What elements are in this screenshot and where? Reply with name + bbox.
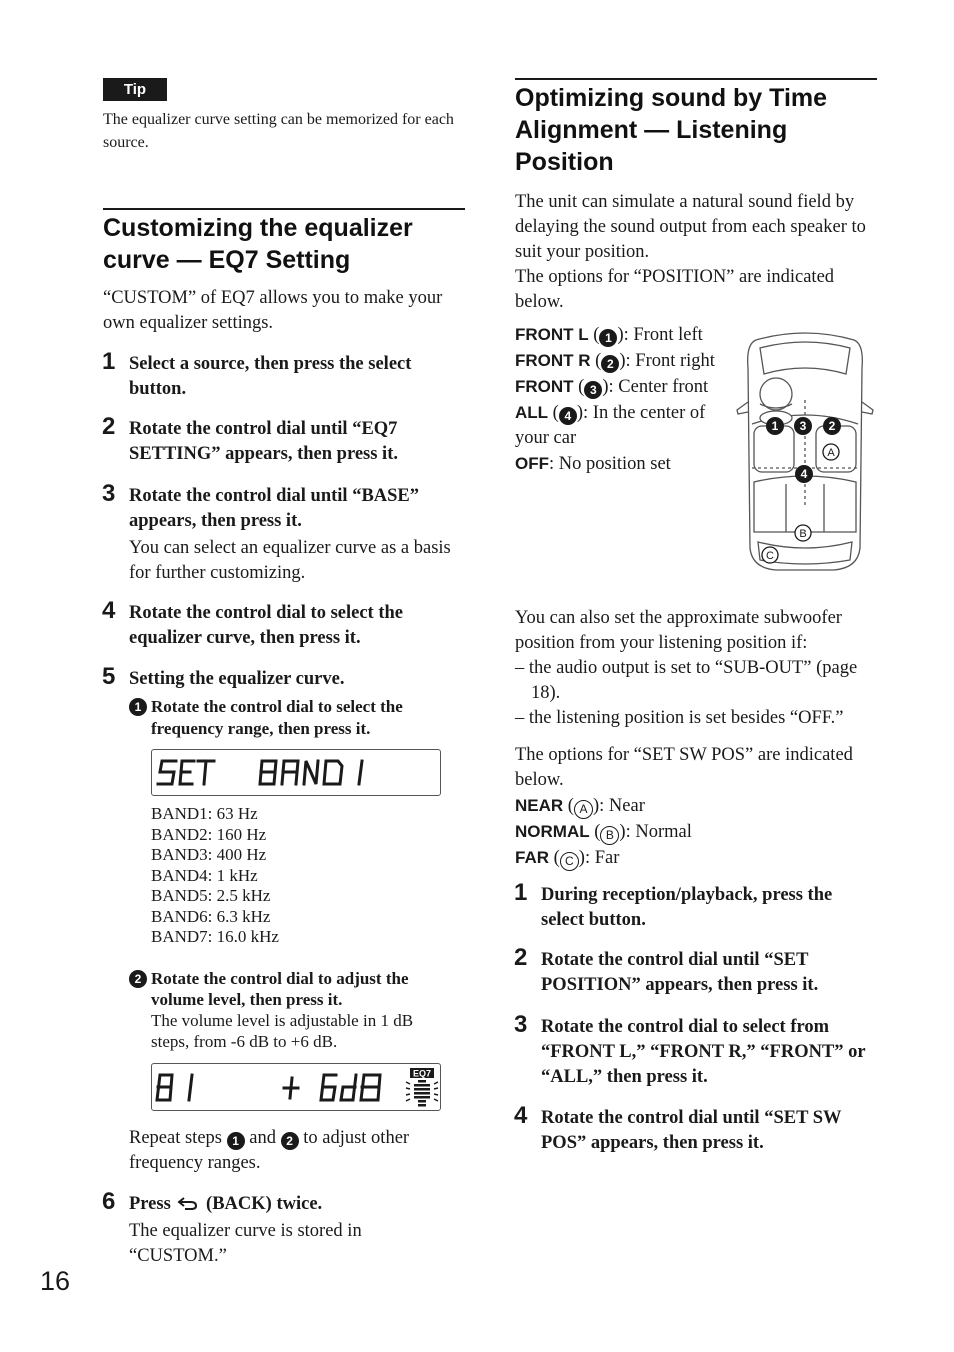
sw-intro: The options for “SET SW POS” are indicated below. [515,745,853,790]
band-item: BAND7: 16.0 kHz [151,927,279,946]
ta-step-4 [514,1102,877,1156]
option-front-l: FRONT L ( 1 ): Front left [515,325,703,345]
step-number: 5 [102,663,116,690]
step-number: 4 [102,597,116,624]
step-number: 1 [514,879,528,906]
diagram-marker-1: 1 [771,419,779,433]
marker: A [574,800,593,819]
substep-text: Rotate the control dial to select the frequency range, then press it. [151,697,403,738]
eq7-step-6 [102,1188,459,1269]
option-far: FAR ( C ): Far [515,845,877,871]
marker: C [560,852,579,871]
diagram-marker-b: B [799,528,807,540]
position-options [515,322,741,477]
step-text: Rotate the control dial until “SET POSITION” appears, then press it. [541,950,819,995]
step-number: 2 [514,944,528,971]
intro-paragraph: The options for “POSITION” are indicated below. [515,267,835,312]
section-rule [103,208,465,210]
diagram-marker-2: 2 [828,419,836,433]
step-marker-1: 1 [129,698,147,716]
step-number: 1 [102,348,116,375]
step-number: 6 [102,1188,116,1215]
step-number: 3 [514,1011,528,1038]
substep-2 [129,968,449,1052]
time-alignment-intro [515,190,877,315]
ta-step-2 [514,944,877,998]
eq7-intro: “CUSTOM” of EQ7 allows you to make your own equalizer settings. [103,288,443,333]
eq7-step-1 [102,348,465,402]
marker: 4 [559,407,577,425]
substep-text: Rotate the control dial to adjust the volume level, then press it. [151,969,409,1009]
condition-item: – the audio output is set to “SUB-OUT” (page 18). [515,658,858,703]
car-position-diagram [734,328,876,573]
repeat-pre: Repeat steps [129,1128,222,1148]
eq7-step-5 [102,663,465,692]
diagram-marker-3: 3 [799,419,807,433]
step-text: Press [129,1194,171,1214]
band-item: BAND1: 63 Hz [151,804,258,823]
band-item: BAND4: 1 kHz [151,865,258,885]
option-front: FRONT ( 3 ): Center front [515,377,709,397]
lcd-display-set-band [151,749,441,796]
band-item: BAND5: 2.5 kHz [151,886,271,905]
step-text: Rotate the control dial until “BASE” appears, then press it. [129,486,420,531]
step-text: Rotate the control dial until “EQ7 SETTING” appears, then press it. [129,419,398,464]
time-alignment-heading: Optimizing sound by Time Alignment — Listening Position [515,84,828,176]
eq7-step-3 [102,480,459,586]
step-note: The equalizer curve is stored in “CUSTOM.” [129,1221,362,1266]
step-marker-1: 1 [227,1132,245,1150]
ta-step-1 [514,879,877,933]
step-text: Rotate the control dial until “SET SW POS” appears, then press it. [541,1108,842,1153]
substep-1 [129,696,449,740]
option-front-r: FRONT R ( 2 ): Front right [515,351,715,371]
sw-options [515,743,877,871]
option-all: ALL ( 4 ): In the center of your car [515,403,706,448]
ta-step-3 [514,1011,877,1090]
step-text: Rotate the control dial to select from “FRONT L,” “FRONT R,” “FRONT” or “ALL,” then press it. [541,1017,866,1087]
sub-intro-text: You can also set the approximate subwoofer position from your listening position if: [515,608,842,653]
step-marker-2: 2 [129,970,147,988]
step-text: Rotate the control dial to select the equalizer curve, then press it. [129,603,404,648]
step-text: Setting the equalizer curve. [129,669,345,689]
step-text: (BACK) twice. [206,1194,323,1214]
option-near: NEAR ( A ): Near [515,793,877,819]
eq7-heading: Customizing the equalizer curve — EQ7 Setting [103,214,413,274]
step-number: 2 [102,413,116,440]
step-number: 4 [514,1102,528,1129]
step-note: You can select an equalizer curve as a basis for further customizing. [129,538,451,583]
marker: B [600,826,619,845]
lcd-segment-image [152,750,440,795]
condition-item: – the listening position is set besides “OFF.” [515,708,844,728]
band-item: BAND2: 160 Hz [151,824,267,844]
eq7-step-4 [102,597,465,651]
page-number: 16 [40,1266,71,1296]
diagram-marker-a: A [827,447,835,459]
option-normal: NORMAL ( B ): Normal [515,819,877,845]
lcd-display-band-level [151,1063,441,1111]
lcd-segment-image [152,1064,440,1110]
repeat-and: and [249,1128,276,1148]
back-icon [177,1196,199,1210]
option-off: OFF: No position set [515,454,671,474]
substep-note: The volume level is adjustable in 1 dB steps, from -6 dB to +6 dB. [151,1011,414,1051]
marker: 1 [599,329,617,347]
section-rule [515,78,877,80]
step-marker-2: 2 [281,1132,299,1150]
step-number: 3 [102,480,116,507]
repeat-post: to adjust other frequency ranges. [129,1128,410,1173]
marker: 2 [601,355,619,373]
subwoofer-intro [515,606,877,731]
band-item: BAND6: 6.3 kHz [151,906,271,926]
diagram-marker-c: C [766,550,774,562]
eq7-badge-text: EQ7 [412,1068,432,1079]
step-text: During reception/playback, press the select button. [541,885,833,930]
step-text: Select a source, then press the select button. [129,354,412,399]
eq7-step-2 [102,413,465,467]
band-list [151,804,451,948]
intro-paragraph: The unit can simulate a natural sound field by delaying the sound output from each speaker to suit your position. [515,192,866,262]
repeat-note [129,1126,459,1176]
tip-badge: Tip [103,78,167,101]
marker: 3 [584,381,602,399]
tip-text: The equalizer curve setting can be memorized for each source. [103,111,454,151]
diagram-marker-4: 4 [800,467,808,481]
band-item: BAND3: 400 Hz [151,845,267,864]
